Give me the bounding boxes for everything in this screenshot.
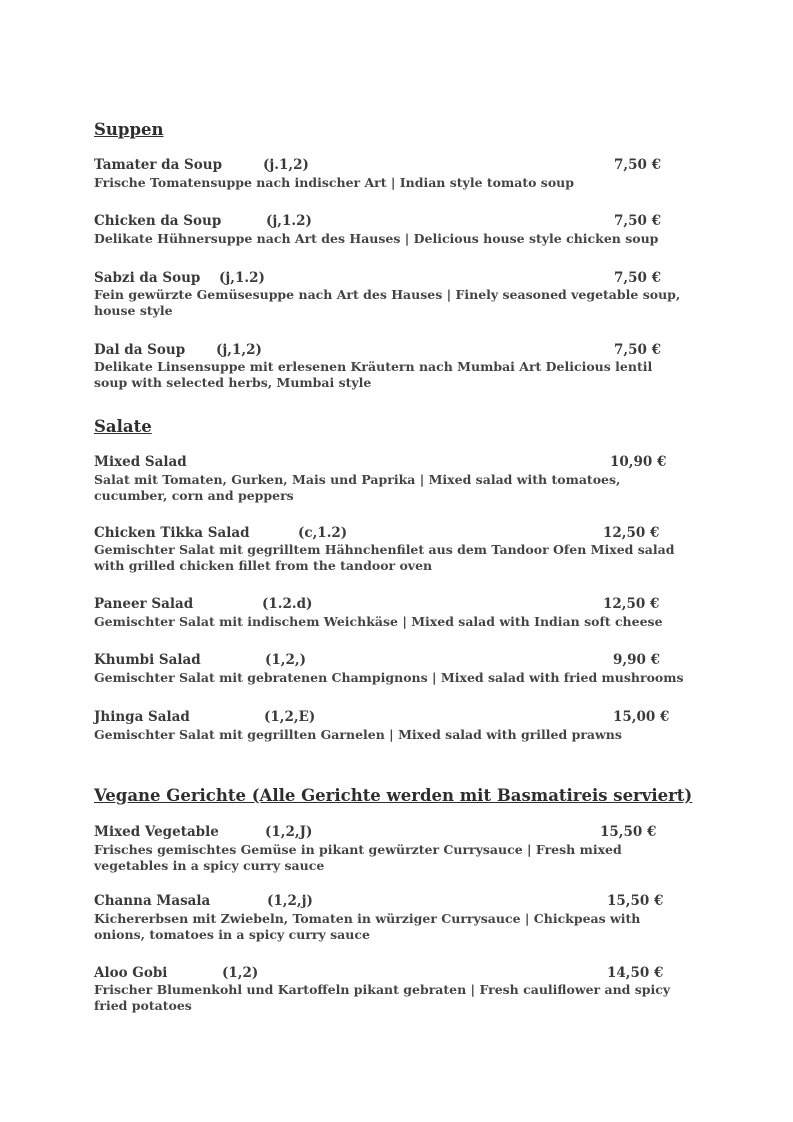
section-title-vegane-gerichte: Vegane Gerichte (Alle Gerichte werden mit Basmatireis serviert) (94, 786, 693, 805)
item-allergen-code: (1,2,j) (267, 893, 313, 909)
item-price: 9,90 € (613, 652, 660, 668)
item-allergen-code: (j,1.2) (266, 213, 312, 229)
item-name: Tamater da Soup (94, 157, 223, 173)
item-allergen-code: (1,2,J) (265, 824, 313, 840)
item-description: Gemischter Salat mit gegrilltem Hähnchenfilet aus dem Tandoor Ofen Mixed salad with grilled chicken fillet from the tandoor oven (94, 542, 675, 573)
item-name: Khumbi Salad (94, 652, 201, 668)
item-name: Jhinga Salad (94, 709, 190, 725)
item-description: Salat mit Tomaten, Gurken, Mais und Paprika | Mixed salad with tomatoes, cucumber, corn and peppers (94, 472, 621, 503)
item-name: Aloo Gobi (94, 965, 168, 981)
item-allergen-code: (j.1,2) (263, 157, 309, 173)
item-allergen-code: (j,1,2) (216, 342, 262, 358)
item-allergen-code: (j,1.2) (219, 270, 265, 286)
item-name: Paneer Salad (94, 596, 194, 612)
item-price: 7,50 € (614, 270, 661, 286)
item-description: Frisches gemischtes Gemüse in pikant gewürzter Currysauce | Fresh mixed vegetables in a spicy curry sauce (94, 842, 622, 873)
item-name: Mixed Vegetable (94, 824, 219, 840)
item-price: 10,90 € (610, 454, 667, 470)
item-price: 15,50 € (600, 824, 657, 840)
item-price: 14,50 € (607, 965, 664, 981)
item-name: Dal da Soup (94, 342, 186, 358)
item-name: Chicken Tikka Salad (94, 525, 250, 541)
item-description: Frische Tomatensuppe nach indischer Art | Indian style tomato soup (94, 175, 574, 190)
item-price: 7,50 € (614, 213, 661, 229)
item-allergen-code: (1.2.d) (262, 596, 313, 612)
item-price: 12,50 € (603, 525, 660, 541)
item-allergen-code: (1,2) (222, 965, 259, 981)
item-name: Sabzi da Soup (94, 270, 201, 286)
item-price: 7,50 € (614, 157, 661, 173)
item-description: Kichererbsen mit Zwiebeln, Tomaten in würziger Currysauce | Chickpeas with onions, tomatoes in a spicy curry sauce (94, 911, 641, 942)
item-price: 7,50 € (614, 342, 661, 358)
item-description: Gemischter Salat mit indischem Weichkäse | Mixed salad with Indian soft cheese (94, 614, 663, 629)
item-description: Delikate Linsensuppe mit erlesenen Kräutern nach Mumbai Art Delicious lentil soup with selected herbs, Mumbai style (94, 359, 653, 390)
item-price: 12,50 € (603, 596, 660, 612)
item-allergen-code: (c,1.2) (298, 525, 348, 541)
item-allergen-code: (1,2,E) (264, 709, 316, 725)
item-name: Channa Masala (94, 893, 211, 909)
section-title-salate: Salate (94, 417, 152, 436)
item-description: Gemischter Salat mit gebratenen Champignons | Mixed salad with fried mushrooms (94, 670, 684, 685)
item-description: Delikate Hühnersuppe nach Art des Hauses | Delicious house style chicken soup (94, 231, 659, 246)
item-allergen-code: (1,2,) (265, 652, 306, 668)
item-description: Fein gewürzte Gemüsesuppe nach Art des Hauses | Finely seasoned vegetable soup, house style (94, 287, 681, 318)
section-title-suppen: Suppen (94, 120, 164, 139)
item-name: Chicken da Soup (94, 213, 222, 229)
item-price: 15,50 € (607, 893, 664, 909)
item-name: Mixed Salad (94, 454, 187, 470)
item-description: Gemischter Salat mit gegrillten Garnelen | Mixed salad with grilled prawns (94, 727, 622, 742)
item-description: Frischer Blumenkohl und Kartoffeln pikant gebraten | Fresh cauliflower and spicy fried potatoes (94, 982, 671, 1013)
item-price: 15,00 € (613, 709, 670, 725)
